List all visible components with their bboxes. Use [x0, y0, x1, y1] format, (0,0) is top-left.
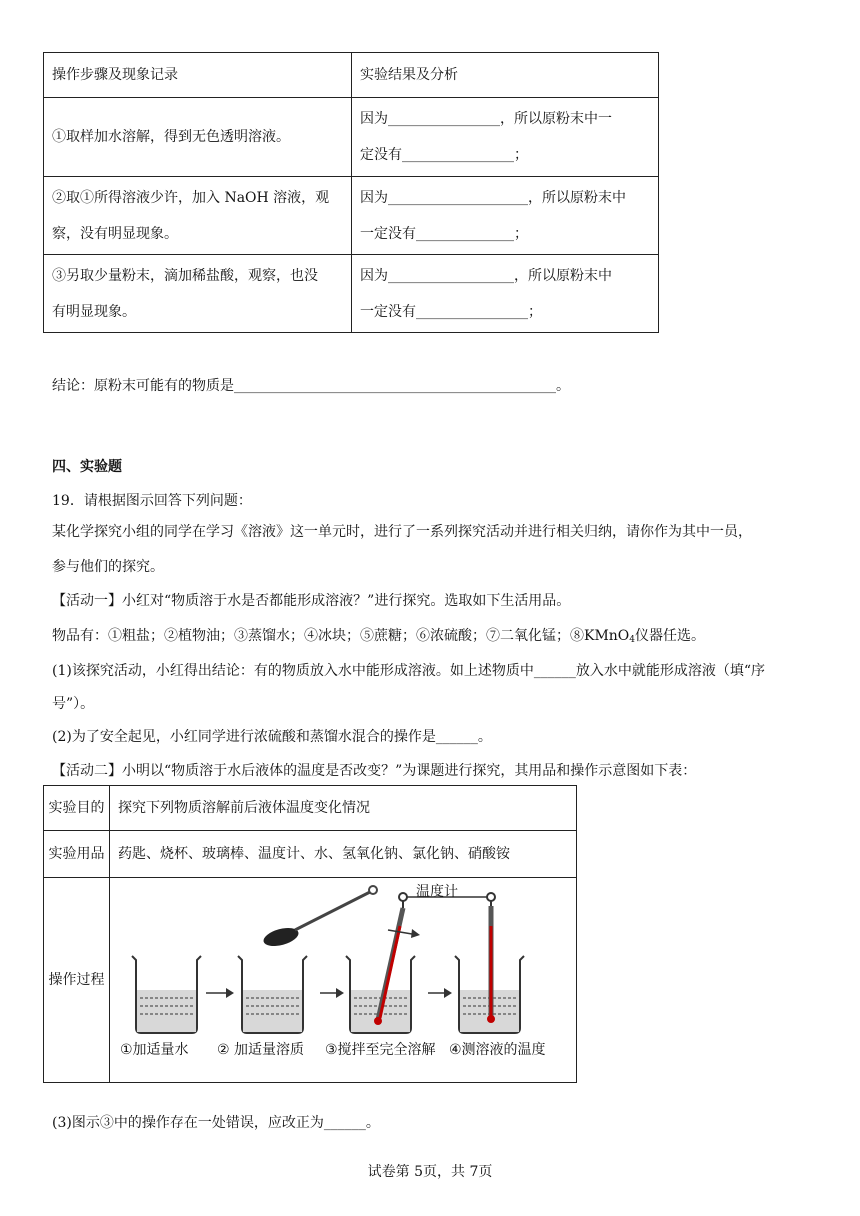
row-label-purpose: 实验目的: [44, 786, 110, 831]
activity-two: 【活动二】小明以“物质溶于水后液体的温度是否改变？”为课题进行探究，其用品和操作示意图如下表：: [52, 763, 697, 779]
items-list: 物品有：①粗盐；②植物油；③蒸馏水；④冰块；⑤蔗糖；⑥浓硫酸；⑦二氧化锰；⑧KMnO$_4$仪器任选。: [52, 628, 706, 645]
beaker-icon: [238, 956, 307, 1033]
row-label-procedure: 操作过程: [44, 878, 110, 1083]
row-label-supplies: 实验用品: [44, 831, 110, 878]
page-footer: 试卷第 5页，共 7页: [367, 1164, 493, 1180]
procedure-diagram: [110, 878, 560, 1068]
sub-question-2: (2)为了安全起见，小红同学进行浓硫酸和蒸馏水混合的操作是______。: [52, 729, 492, 745]
table-header-results: 实验结果及分析: [352, 53, 659, 98]
step-caption-3: ③搅拌至完全溶解: [325, 1042, 436, 1058]
thermometer-label: 温度计: [416, 884, 458, 900]
row-content-supplies: 药匙、烧杯、玻璃棒、温度计、水、氢氧化钠、氯化钠、硝酸铵: [110, 831, 577, 878]
section-title: 四、实验题: [52, 459, 122, 475]
table-row-result-1: 因为________________，所以原粉末中一 定没有________________；: [352, 98, 659, 177]
spoon-icon: [262, 886, 377, 949]
question-intro-line1: 某化学探究小组的同学在学习《溶液》这一单元时，进行了一系列探究活动并进行相关归纳，请你作为其中一员，: [52, 524, 752, 540]
question-intro-line2: 参与他们的探究。: [52, 559, 164, 575]
sub-question-1-line1: (1)该探究活动，小红得出结论：有的物质放入水中能形成溶液。如上述物质中______放入水中就能形成溶液（填“序: [52, 663, 765, 679]
table-row-step-1: ①取样加水溶解，得到无色透明溶液。: [44, 98, 352, 177]
table-header-steps: 操作步骤及现象记录: [44, 53, 352, 98]
activity-one: 【活动一】小红对“物质溶于水是否都能形成溶液？”进行探究。选取如下生活用品。: [52, 593, 571, 609]
sub-question-3: (3)图示③中的操作存在一处错误，应改正为______。: [52, 1115, 380, 1131]
question-title: 19．请根据图示回答下列问题：: [52, 493, 252, 509]
conclusion-text: 结论：原粉末可能有的物质是______________________________________________。: [52, 378, 570, 394]
step-caption-2: ② 加适量溶质: [217, 1042, 305, 1058]
step-caption-4: ④测溶液的温度: [449, 1042, 546, 1058]
experiment-setup-table: [43, 785, 577, 1083]
procedure-diagram-cell: [110, 878, 577, 1083]
beaker-icon: [132, 956, 201, 1033]
table-row-result-2: 因为____________________，所以原粉末中 一定没有______________；: [352, 177, 659, 255]
row-content-purpose: 探究下列物质溶解前后液体温度变化情况: [110, 786, 577, 831]
step-caption-1: ①加适量水: [120, 1042, 189, 1058]
table-row-step-2: ②取①所得溶液少许，加入 NaOH 溶液，观 察，没有明显现象。: [44, 177, 352, 255]
table-row-step-3: ③另取少量粉末，滴加稀盐酸，观察，也没 有明显现象。: [44, 255, 352, 333]
sub-question-1-line2: 号”）。: [52, 696, 95, 712]
table-row-result-3: 因为__________________，所以原粉末中 一定没有________________；: [352, 255, 659, 333]
experiment-analysis-table: [43, 52, 659, 333]
